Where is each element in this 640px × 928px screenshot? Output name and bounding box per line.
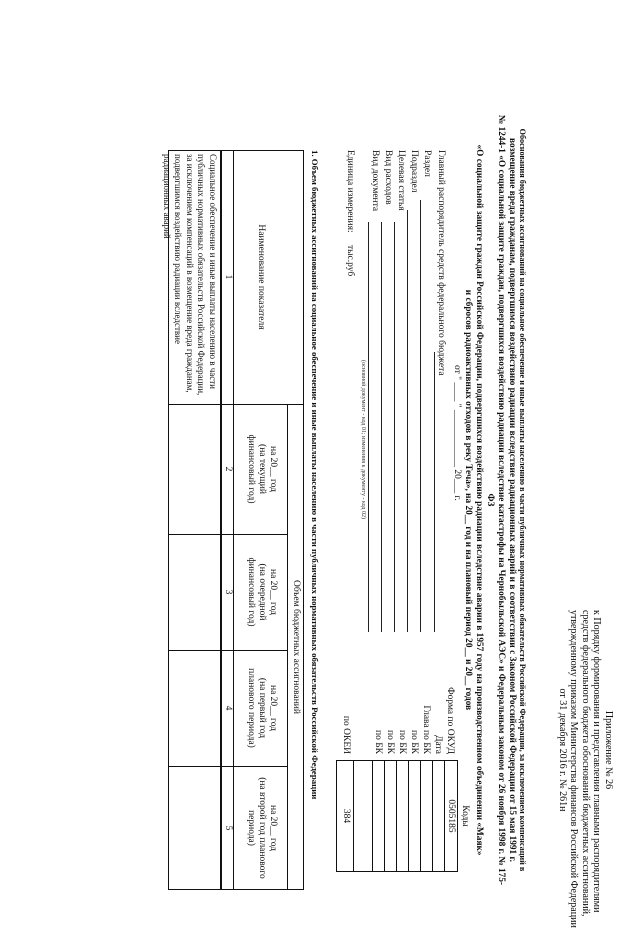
unit-value: тыс.руб bbox=[345, 245, 355, 277]
column-header-indicator-name: Наименование показателя bbox=[256, 224, 266, 330]
document-title bbox=[462, 110, 528, 890]
okud-label: Форма по ОКУД bbox=[445, 687, 455, 754]
column-number: 4 bbox=[223, 705, 233, 711]
document-type-note: (основной документ - код 01; изменения к документу - код 02) bbox=[360, 360, 366, 519]
section-heading: 1. Объем бюджетных ассигнований на социальное обеспечение и иные выплаты населению в части публичных нормативных обязательств Российской Федерации bbox=[310, 150, 320, 800]
field-underline bbox=[420, 200, 421, 632]
appendix-line: к Порядку формирования и представления главными распорядителями bbox=[591, 610, 603, 913]
column-number: 3 bbox=[223, 589, 233, 595]
column-number: 5 bbox=[223, 825, 233, 831]
field-label-target-article: Целевая статья bbox=[396, 150, 406, 211]
appendix-block bbox=[557, 610, 615, 928]
field-label-section: Раздел bbox=[422, 150, 432, 177]
chapter-bk-label: Глава по БК bbox=[421, 705, 431, 754]
unit-label: Единица измерения: bbox=[345, 150, 355, 233]
date-line: от " ____ " ____________ 20___ г. bbox=[452, 365, 462, 501]
date-code-label: Дата bbox=[433, 735, 443, 754]
field-label-main-manager: Главный распорядитель средств федерального бюджета bbox=[436, 150, 446, 376]
column-header-next-year: на 20__ год (на очередной финансовый год) bbox=[246, 557, 278, 627]
okei-label: по ОКЕИ bbox=[341, 715, 351, 754]
field-underline bbox=[368, 222, 369, 632]
subsection-bk-label: по БК bbox=[397, 729, 407, 754]
column-group-header: Объем бюджетных ассигнований bbox=[291, 580, 301, 714]
section-bk-label: по БК bbox=[409, 729, 419, 754]
field-underline bbox=[407, 210, 408, 632]
title-line: Обоснования бюджетных ассигнований на социальное обеспечение и иные выплаты населению в части публичных нормативных обязательств Российской Федерации, за исключением компенсаций в bbox=[518, 128, 527, 872]
appendix-number: Приложение № 26 bbox=[603, 710, 614, 790]
okud-code: 0505185 bbox=[446, 799, 456, 833]
field-label-expense-type: Вид расходов bbox=[383, 150, 393, 205]
expense-type-bk-label: по БК bbox=[373, 729, 383, 754]
codes-box bbox=[336, 760, 458, 872]
appendix-line: средств федерального бюджета обоснований бюджетных ассигнований, bbox=[580, 610, 591, 917]
appendix-line: от 31 декабря 2016 г. № 261н bbox=[557, 688, 568, 812]
field-underline bbox=[434, 352, 435, 632]
title-line: и сбросов радиоактивных отходов в реку Теча», на 20__ год и на плановый период 20__ и 20__ годов bbox=[463, 289, 473, 711]
field-underline bbox=[381, 222, 382, 632]
field-label-document-type: Вид документа bbox=[370, 150, 380, 212]
title-line: № 1244-1 «О социальной защите граждан, подвергшихся воздействию радиации вследствие катастрофы на Чернобыльской АЭС» и Федеральным законом от 26 ноября 1998 г. № 175-ФЗ bbox=[485, 114, 506, 886]
field-label-subsection: Подраздел bbox=[409, 150, 419, 193]
column-header-current-year: на 20__ год (на текущий финансовый год) bbox=[246, 434, 278, 504]
appendix-line: утвержденному приказом Министерства финансов Российской Федерации bbox=[568, 610, 580, 928]
title-line: «О социальной защите граждан Российской Федерации, подвергшихся воздействию радиации вследствие аварии в 1957 году на производственном объединении «Маяк» bbox=[474, 144, 484, 856]
okei-code: 384 bbox=[341, 808, 351, 824]
title-line: возмещение вреда гражданам, подвергшимся воздействию радиации вследствие радиационных аварий и в соответствии с Законом Российской Федерации от 15 мая 1991 г. bbox=[507, 138, 517, 862]
table-row-label: Социальное обеспечение и иные выплаты населению в части публичных нормативных обязательств Российской Федерации, за исключением компенсаций в возмещение вреда гражданам, подвергшимся воздействию радиации вследствие радиационных аварий bbox=[162, 154, 218, 396]
column-number: 1 bbox=[223, 274, 233, 280]
codes-header: Коды bbox=[460, 805, 470, 827]
field-underline bbox=[394, 222, 395, 632]
target-article-bk-label: по БК bbox=[385, 729, 395, 754]
column-header-plan-year-1: на 20__ год (на первый год планового периода) bbox=[246, 668, 278, 748]
column-number: 2 bbox=[223, 466, 233, 472]
column-header-plan-year-2: на 20__ год (на второй год планового периода) bbox=[246, 777, 278, 879]
